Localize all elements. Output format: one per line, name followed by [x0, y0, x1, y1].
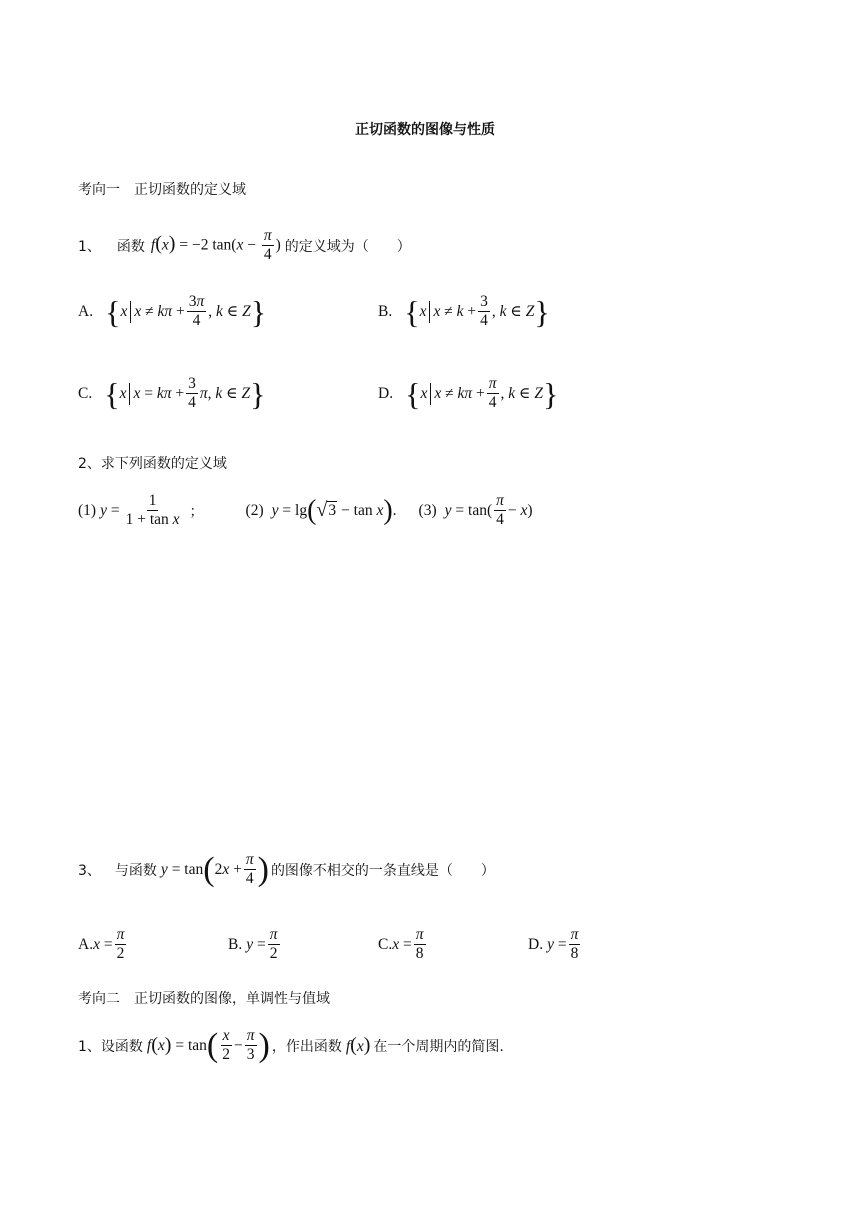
part-2-label: (2)	[245, 501, 264, 519]
option-a: A. x = $\frac{\pi}{2}$	[78, 926, 125, 963]
part-1-label: (1)	[78, 501, 97, 519]
page-title: 正切函数的图像与性质	[355, 122, 495, 138]
question-4	[78, 1028, 504, 1064]
question-3	[78, 852, 495, 888]
question-text: 的图像不相交的一条直线是（ ）	[270, 862, 495, 879]
option-label: B.	[228, 935, 243, 953]
option-d: D. y = $\frac{\pi}{8}$	[528, 926, 579, 963]
option-b: B. y = $\frac{\pi}{2}$	[228, 926, 278, 963]
part-3-label: (3)	[418, 501, 437, 519]
question-number: 3、	[78, 862, 101, 879]
math-expression: f(x)	[345, 1034, 371, 1057]
option-b: B. { x x ≠ k + $\frac{3}{4}$ , k ∈ Z }	[378, 293, 550, 330]
question-text: 在一个周期内的简图.	[373, 1038, 504, 1055]
math-expression: f(x) = −2 tan(x − $\frac{\pi}{4}$ )	[150, 227, 281, 264]
option-label: B.	[378, 302, 393, 320]
question-2: 2、求下列函数的定义域	[78, 456, 227, 472]
option-d: D. { x x ≠ kπ + $\frac{\pi}{4}$ , k ∈ Z }	[378, 375, 559, 412]
section-heading-1: 考向一 正切函数的定义域	[78, 182, 246, 198]
option-c: C. { x x = kπ + $\frac{3}{4}$ π , k ∈ Z }	[78, 375, 266, 412]
section-heading-2: 考向二 正切函数的图像，单调性与值域	[78, 991, 330, 1007]
question-text: 函数	[116, 238, 145, 255]
option-c: C. x = $\frac{\pi}{8}$	[378, 926, 424, 963]
question-number: 1、	[78, 238, 101, 255]
option-label: A.	[78, 302, 94, 320]
option-label: D.	[528, 935, 544, 953]
question-text: 的定义域为（ ）	[284, 238, 411, 255]
option-label: C.	[378, 935, 393, 953]
option-a: A. { x x ≠ kπ + $\frac{3\pi}{4}$ , k ∈ Z }	[78, 293, 267, 330]
question-1	[78, 228, 411, 264]
math-expression: f ( x ) = tan ( $\frac{x}{2}$ − $\frac{\pi}{3}$ )	[146, 1026, 270, 1064]
separator: ；	[189, 503, 204, 520]
math-expression: y = tan ( 2 x + $\frac{\pi}{4}$ )	[160, 850, 269, 888]
option-label: D.	[378, 384, 394, 402]
option-label: C.	[78, 384, 93, 402]
question-2-parts: (1) y = $\frac{1}{\text{1 + tan x}}$ ； (2) y = lg ( √3 − tan x ) . (3) y = tan( $\frac{\pi}{4}$ − x )	[78, 492, 533, 529]
question-text: ，作出函数	[271, 1038, 342, 1055]
period: .	[392, 501, 397, 519]
question-text: 1、设函数	[78, 1038, 143, 1055]
question-text: 与函数	[114, 862, 157, 879]
option-label: A.	[78, 935, 94, 953]
